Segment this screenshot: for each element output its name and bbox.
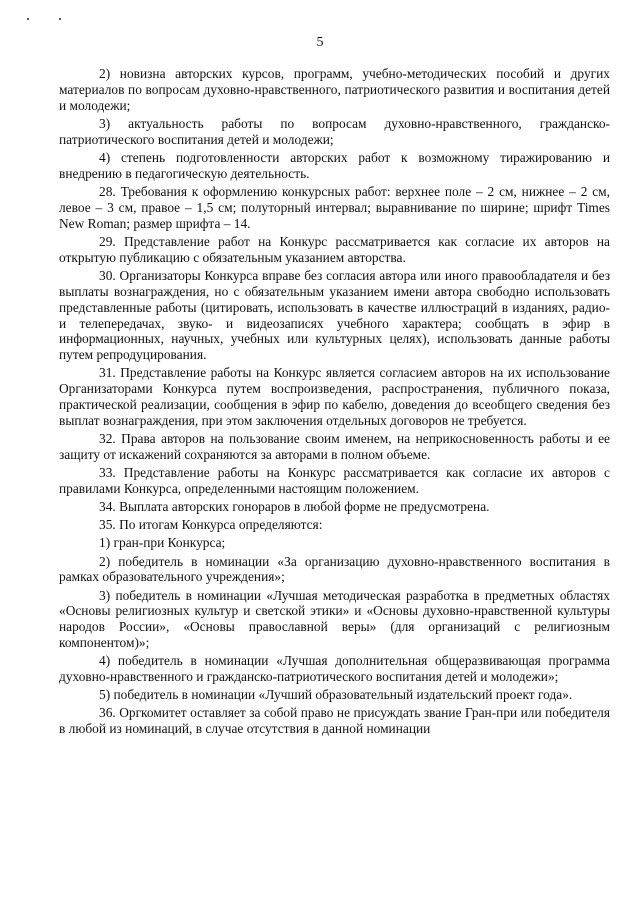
paragraph-28: 28. Требования к оформлению конкурсных работ: верхнее поле – 2 см, нижнее – 2 см, левое – 3 см, правое – 1,5 см; полуторный интервал; выравнивание по ширине; шрифт Times New Roman; размер шрифта – 14. [59, 183, 610, 231]
paragraph-30: 30. Организаторы Конкурса вправе без согласия автора или иного правообладателя и без выплаты вознаграждения, но с обязательным указанием имени автора свободно использовать представленные работы (цитировать, использовать в качестве иллюстраций в изданиях, радио- и телепередачах, звуко- и видеозаписях учебного характера; сообщать в эфир в информационных, научных, учебных или культурных целях), использовать данные работы путем репродуцирования. [59, 267, 610, 363]
scan-mark-left [27, 18, 29, 20]
paragraph-35: 35. По итогам Конкурса определяются: [99, 517, 323, 533]
paragraph-34: 34. Выплата авторских гонораров в любой форме не предусмотрена. [99, 499, 490, 515]
list-item-nomination-3: 3) победитель в номинации «Лучшая методическая разработка в предметных областях «Основы религиозных культур и светской этики» и «Основы духовно-нравственной культуры народов России», «Основы православной веры» (для организаций с религиозным компонентом)»; [59, 587, 610, 651]
paragraph-29: 29. Представление работ на Конкурс рассматривается как согласие их авторов на открытую публикацию с обязательным указанием авторства. [59, 233, 610, 265]
document-body [59, 66, 610, 739]
paragraph-criterion-3: 3) актуальность работы по вопросам духовно-нравственного, гражданско-патриотического воспитания детей и молодежи; [59, 115, 610, 147]
page-number: 5 [316, 35, 324, 50]
paragraph-33: 33. Представление работы на Конкурс рассматривается как согласие их авторов с правилами Конкурса, определенными настоящим положением. [59, 465, 610, 497]
scan-mark-right [59, 18, 61, 20]
paragraph-36: 36. Оргкомитет оставляет за собой право не присуждать звание Гран-при или победителя в любой из номинаций, в случае отсутствия в данной номинации [59, 705, 610, 737]
list-item-nomination-5: 5) победитель в номинации «Лучший образовательный издательский проект года». [99, 687, 573, 703]
list-item-nomination-2: 2) победитель в номинации «За организацию духовно-нравственного воспитания в рамках образовательного учреждения»; [59, 553, 610, 585]
paragraph-criterion-2: 2) новизна авторских курсов, программ, учебно-методических пособий и других материалов по вопросам духовно-нравственного, патриотического развития и воспитания детей и молодежи; [59, 66, 610, 113]
list-item-nomination-4: 4) победитель в номинации «Лучшая дополнительная общеразвивающая программа духовно-нравственного и гражданско-патриотического воспитания детей и молодежи»; [59, 653, 610, 685]
list-item-grand-prix: 1) гран-при Конкурса; [99, 535, 226, 551]
paragraph-32: 32. Права авторов на пользование своим именем, на неприкосновенность работы и ее защиту от искажений сохраняются за авторами в полном объеме. [59, 431, 610, 463]
paragraph-criterion-4: 4) степень подготовленности авторских работ к возможному тиражированию и внедрению в педагогическую деятельность. [59, 149, 610, 181]
paragraph-31: 31. Представление работы на Конкурс является согласием авторов на их использование Организаторами Конкурса путем воспроизведения, распространения, публичного показа, практической реализации, сообщения в эфир по кабелю, доведения до всеобщего сведения без выплат вознаграждения, при этом заключения отдельных договоров не требуется. [59, 365, 610, 429]
